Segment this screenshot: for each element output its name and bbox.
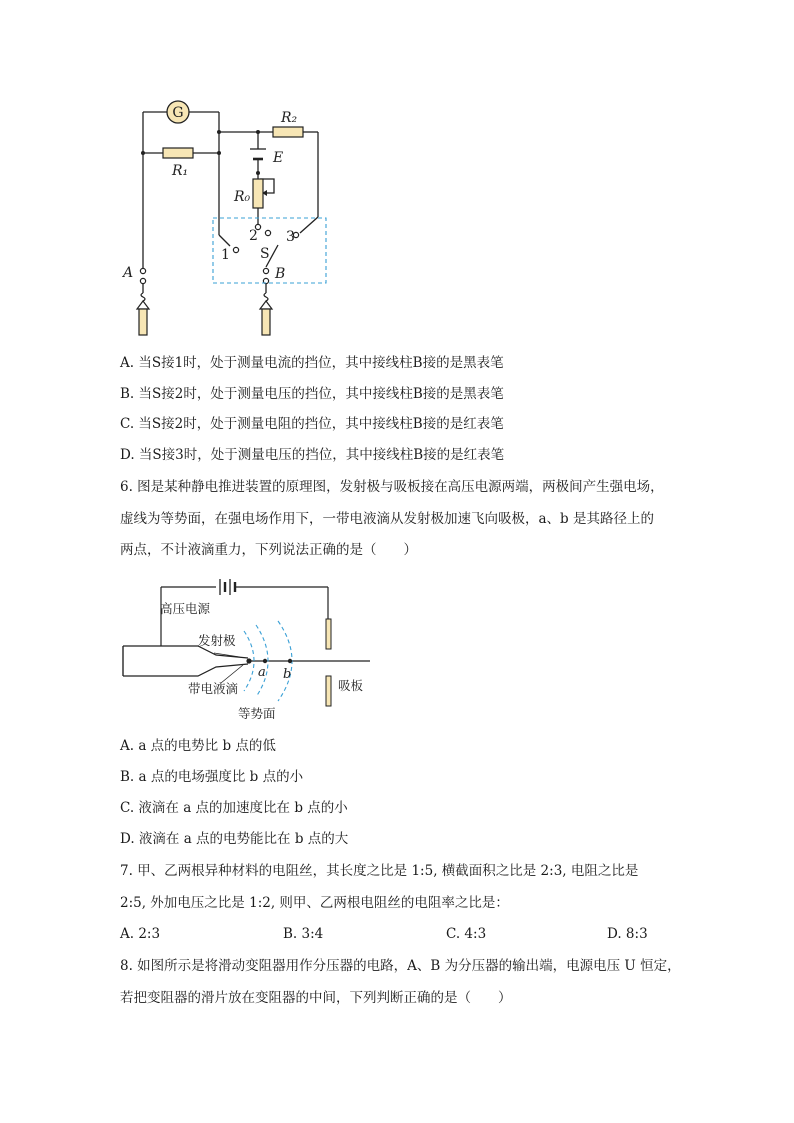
q5-option-a: A. 当S接1时，处于测量电流的挡位，其中接线柱B接的是黑表笔 [120, 355, 504, 371]
r0-label: R₀ [234, 189, 251, 205]
r0-rheostat [253, 179, 263, 208]
q6-option-d: D. 液滴在 a 点的电势能比在 b 点的大 [120, 831, 349, 847]
terminal-a-label: A [123, 265, 134, 281]
switch-label: S [260, 246, 270, 262]
q6-option-c: C. 液滴在 a 点的加速度比在 b 点的小 [120, 800, 348, 816]
q6-stem-line-3: 两点，不计液滴重力，下列说法正确的是（ ） [120, 542, 417, 558]
point-b-label: b [283, 667, 292, 682]
droplet-label: 带电液滴 [188, 681, 239, 696]
q7-option-b: B. 3:4 [283, 926, 324, 942]
q6-stem-line-2: 虚线为等势面，在强电场作用下，一带电液滴从发射极加速飞向吸极，a、b 是其路径上的 [120, 511, 654, 527]
charged-droplet [246, 658, 251, 663]
q8-stem-line-2: 若把变阻器的滑片放在变阻器的中间，下列判断正确的是（ ） [120, 990, 512, 1006]
q8-stem-line-1: 8. 如图所示是将滑动变阻器用作分压器的电路，A、B 为分压器的输出端，电源电压 U 恒定， [120, 958, 681, 974]
q7-option-c: C. 4:3 [446, 926, 487, 942]
q6-option-a: A. a 点的电势比 b 点的低 [120, 738, 276, 754]
q7-option-d: D. 8:3 [607, 926, 648, 942]
q5-option-d: D. 当S接3时，处于测量电压的挡位，其中接线柱B接的是红表笔 [120, 447, 505, 463]
point-a-label: a [258, 665, 266, 680]
q5-option-c: C. 当S接2时，处于测量电阻的挡位，其中接线柱B接的是红表笔 [120, 416, 504, 432]
multimeter-circuit-figure [118, 95, 348, 340]
absorber-plate-upper [326, 619, 331, 649]
galvanometer-label: G [172, 105, 184, 121]
emitter-label: 发射极 [198, 633, 236, 648]
position-1-label: 1 [221, 247, 230, 263]
q7-stem-line-2: 2:5, 外加电压之比是 1:2, 则甲、乙两根电阻丝的电阻率之比是： [120, 895, 509, 911]
q6-option-b: B. a 点的电场强度比 b 点的小 [120, 769, 304, 785]
q6-stem-line-1: 6. 图是某种静电推进装置的原理图，发射极与吸板接在高压电源两端，两极间产生强电场， [120, 479, 664, 495]
electrostatic-thruster-figure [118, 575, 378, 725]
position-3-label: 3 [286, 229, 295, 245]
terminal-b-label: B [275, 266, 286, 282]
point-b [288, 659, 292, 663]
absorber-label: 吸板 [338, 678, 364, 693]
q7-option-a: A. 2:3 [120, 926, 161, 942]
equipotential-label: 等势面 [238, 706, 276, 721]
r1-resistor [163, 148, 193, 158]
r2-resistor [273, 127, 303, 137]
r1-label: R₁ [172, 163, 189, 179]
emf-label: E [273, 150, 284, 166]
position-2-label: 2 [249, 228, 258, 244]
power-supply-label: 高压电源 [160, 601, 211, 616]
absorber-plate-lower [326, 676, 331, 706]
q5-option-b: B. 当S接2时，处于测量电压的挡位，其中接线柱B接的是黑表笔 [120, 386, 504, 402]
point-a [263, 659, 267, 663]
r2-label: R₂ [281, 110, 298, 126]
q7-stem-line-1: 7. 甲、乙两根异种材料的电阻丝，其长度之比是 1:5, 横截面积之比是 2:3, 电阻之比是 [120, 863, 639, 879]
